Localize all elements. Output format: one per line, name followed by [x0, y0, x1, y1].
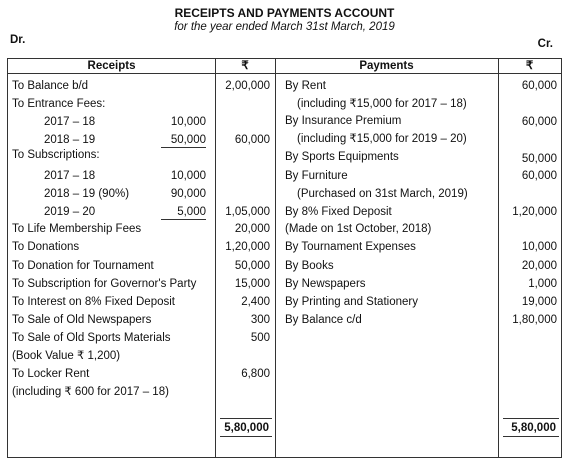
receipt-note: (including ₹ 600 for 2017 – 18) [12, 386, 169, 398]
payment-amount: 1,20,000 [512, 206, 557, 218]
payments-header: Payments [359, 60, 414, 72]
receipt-sub-value: 90,000 [170, 188, 206, 200]
payment-amount: 60,000 [521, 170, 557, 182]
receipt-amount: 50,000 [234, 260, 270, 272]
receipt-amount: 1,05,000 [225, 206, 270, 218]
receipt-sub-label: 2018 – 19 [44, 134, 96, 146]
payment-amount: 1,80,000 [512, 314, 557, 326]
receipts-payments-table [7, 58, 562, 458]
payment-label: By Furniture [285, 170, 348, 182]
payment-amount: 60,000 [521, 116, 557, 128]
receipt-note: (Book Value ₹ 1,200) [12, 350, 121, 362]
payment-note: (including ₹15,000 for 2019 – 20) [297, 133, 467, 145]
receipt-label: To Locker Rent [12, 368, 90, 380]
account-subtitle: for the year ended March 31st March, 2019 [174, 21, 395, 33]
receipt-label: To Sale of Old Sports Materials [12, 332, 171, 344]
receipt-sub-label: 2019 – 20 [44, 206, 96, 218]
receipt-amount: 2,400 [241, 296, 270, 308]
payment-amount: 20,000 [521, 260, 557, 272]
receipt-sub-value: 10,000 [170, 116, 206, 128]
payment-label: By Printing and Stationery [285, 296, 418, 308]
receipt-sub-label: 2017 – 18 [44, 170, 96, 182]
receipt-sub-value: 10,000 [170, 170, 206, 182]
payment-label: By Balance c/d [285, 314, 362, 326]
receipt-label: To Donation for Tournament [12, 260, 154, 272]
receipts-header: Receipts [87, 60, 136, 72]
credit-label: Cr. [537, 38, 553, 50]
receipts-total: 5,80,000 [220, 418, 272, 437]
receipt-label: To Subscriptions: [12, 149, 100, 161]
payment-label: By Books [285, 260, 334, 272]
receipts-rupee-header: ₹ [241, 60, 249, 72]
payment-label: By 8% Fixed Deposit [285, 206, 392, 218]
payment-label: By Tournament Expenses [285, 241, 416, 253]
receipt-sub-label: 2018 – 19 (90%) [44, 188, 130, 200]
receipt-amount: 300 [250, 314, 270, 326]
payment-label: By Rent [285, 80, 326, 92]
payment-amount: 10,000 [521, 241, 557, 253]
receipt-label: To Sale of Old Newspapers [12, 314, 152, 326]
account-title: RECEIPTS AND PAYMENTS ACCOUNT [174, 6, 395, 20]
receipt-label: To Balance b/d [12, 80, 89, 92]
receipt-amount: 20,000 [234, 223, 270, 235]
payment-amount: 19,000 [521, 296, 557, 308]
receipt-label: To Life Membership Fees [12, 223, 142, 235]
receipt-label: To Donations [12, 241, 80, 253]
receipt-label: To Entrance Fees: [12, 98, 106, 110]
receipt-amount: 500 [250, 332, 270, 344]
payments-rupee-header: ₹ [525, 60, 534, 72]
payment-note: (Purchased on 31st March, 2019) [297, 188, 468, 200]
payment-label: By Sports Equipments [285, 151, 399, 163]
payment-amount: 50,000 [521, 153, 557, 165]
receipt-amount: 2,00,000 [225, 80, 270, 92]
payment-amount: 1,000 [528, 278, 557, 290]
receipt-amount: 1,20,000 [225, 241, 270, 253]
receipt-label: To Interest on 8% Fixed Deposit [12, 296, 175, 308]
debit-label: Dr. [10, 34, 26, 46]
payment-note: (including ₹15,000 for 2017 – 18) [297, 98, 467, 110]
receipt-sub-value: 5,000 [161, 205, 206, 220]
receipt-sub-value: 50,000 [161, 133, 206, 148]
payment-amount: 60,000 [521, 80, 557, 92]
receipt-label: To Subscription for Governor's Party [12, 278, 197, 290]
payment-label: By Newspapers [285, 278, 366, 290]
receipt-sub-label: 2017 – 18 [44, 116, 96, 128]
payment-label: By Insurance Premium [285, 115, 402, 127]
receipt-amount: 60,000 [234, 134, 270, 146]
payments-total: 5,80,000 [503, 418, 559, 437]
receipt-amount: 6,800 [241, 368, 270, 380]
receipt-amount: 15,000 [234, 278, 270, 290]
payment-note: (Made on 1st October, 2018) [285, 223, 432, 235]
